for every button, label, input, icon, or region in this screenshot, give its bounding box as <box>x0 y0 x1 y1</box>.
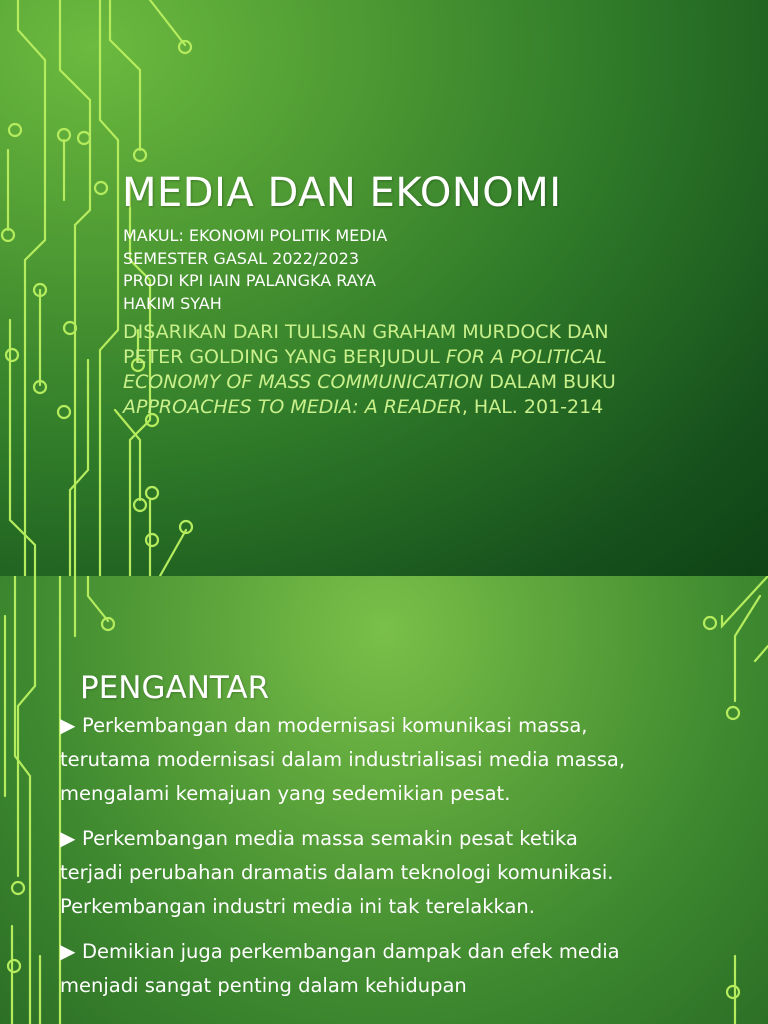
page-reference: , HAL. 201-214 <box>461 396 604 418</box>
list-item <box>60 934 640 1003</box>
author-line: HAKIM SYAH <box>123 293 222 313</box>
bullet-text: Perkembangan dan modernisasi komunikasi massa, terutama modernisasi dalam industrialisasi media massa, mengalami kemajuan yang sedemikian pesat. <box>60 714 626 805</box>
triangle-bullet-icon: ▶ <box>60 713 76 737</box>
bullet-text: Perkembangan media massa semakin pesat ketika terjadi perubahan dramatis dalam teknologi komunikasi. Perkembangan industri media ini tak terelakkan. <box>60 827 614 918</box>
program-line: PRODI KPI IAIN PALANGKA RAYA <box>123 271 376 290</box>
slide-title: PENGANTAR <box>80 670 270 706</box>
bullet-list <box>60 708 640 1013</box>
bullet-text: Demikian juga perkembangan dampak dan efek media menjadi sangat penting dalam kehidupan <box>60 940 620 997</box>
list-item <box>60 708 640 811</box>
course-line: MAKUL: EKONOMI POLITIK MEDIA <box>123 226 388 245</box>
source-citation <box>123 320 633 420</box>
course-info <box>123 225 387 315</box>
slide-title: MEDIA DAN EKONOMI <box>122 170 562 216</box>
article-title: FOR A POLITICAL ECONOMY OF MASS COMMUNICATION <box>123 346 607 393</box>
content-slide <box>0 576 768 1024</box>
triangle-bullet-icon: ▶ <box>60 826 76 850</box>
triangle-bullet-icon: ▶ <box>60 939 76 963</box>
semester-line: SEMESTER GASAL 2022/2023 <box>123 248 359 268</box>
source-text: DALAM BUKU <box>483 371 616 393</box>
book-title: APPROACHES TO MEDIA: A READER <box>123 396 462 418</box>
list-item <box>60 821 640 924</box>
source-text: DISARIKAN DARI TULISAN GRAHAM MURDOCK DAN PETER GOLDING YANG BERJUDUL <box>123 321 609 368</box>
